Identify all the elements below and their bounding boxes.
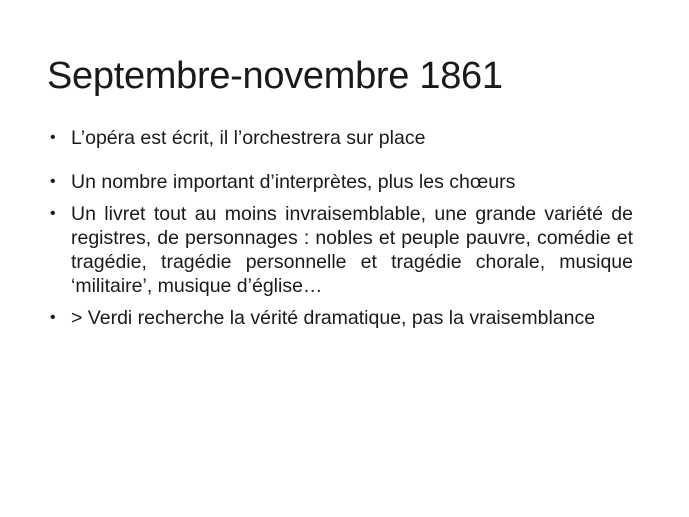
- bullet-item: [49, 170, 633, 194]
- bullet-icon: •: [50, 309, 56, 326]
- bullet-text: L’opéra est écrit, il l’orchestrera sur place: [71, 127, 426, 149]
- bullet-icon: •: [50, 205, 56, 222]
- bullet-text: Un nombre important d’interprètes, plus les chœurs: [71, 171, 516, 193]
- bullet-icon: •: [50, 173, 56, 190]
- bullet-item: [49, 306, 633, 330]
- bullet-text: Un livret tout au moins invraisemblable, une grande variété de registres, de personnages : nobles et peuple pauvre, comédie et tragédie, tragédie personnelle et tragédie chorale, musique ‘militaire’, musique d’église…: [71, 203, 633, 297]
- bullet-text: > Verdi recherche la vérité dramatique, pas la vraisemblance: [71, 307, 596, 329]
- bullet-list: [49, 126, 633, 330]
- bullet-item: [49, 126, 633, 150]
- slide-title: Septembre-novembre 1861: [47, 55, 503, 97]
- bullet-item: [49, 202, 633, 298]
- bullet-icon: •: [50, 129, 56, 146]
